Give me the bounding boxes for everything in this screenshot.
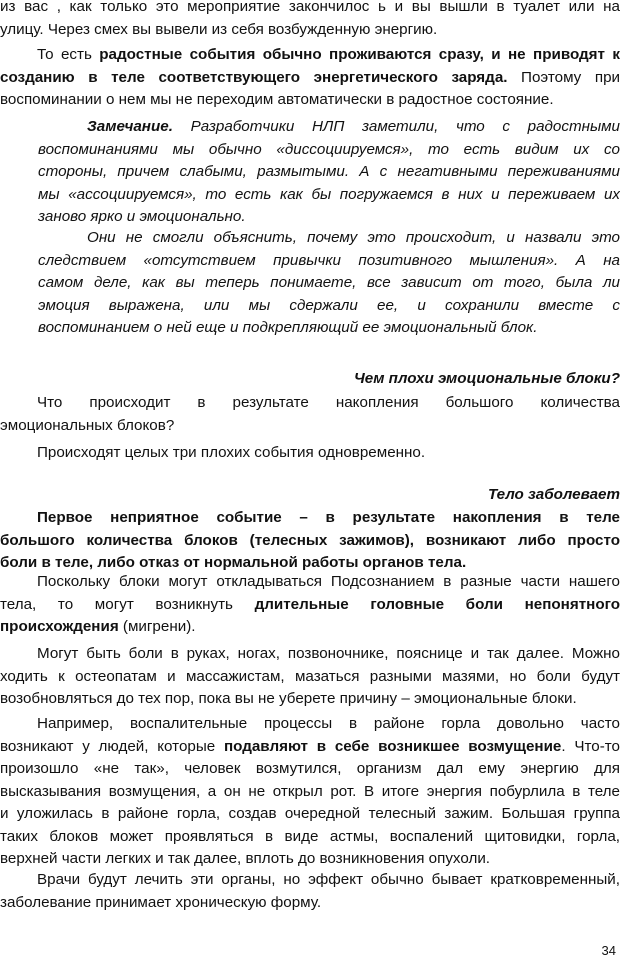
text-line: Могут быть боли в руках, ногах, позвоночнике, пояснице и так далее. Можно <box>37 645 620 662</box>
text-line: верхней части легких и так далее, вплоть до возникновения опухоли. <box>0 850 491 867</box>
text-line: Замечание. Разработчики НЛП заметили, что с радостными <box>87 118 620 135</box>
text-line: произошло «не так», человек возмутился, организм дал ему энергию для <box>0 760 620 777</box>
text-line: самом деле, как вы теперь понимаете, все зависит от того, была ли <box>38 274 620 291</box>
paragraph-8 <box>0 643 620 711</box>
text-line: тела, то могут возникнуть длительные головные боли непонятного <box>0 595 620 613</box>
text-line: Они не смогли объяснить, почему это происходит, и назвали это <box>87 229 620 246</box>
section-heading: Чем плохи эмоциональные блоки? <box>354 370 620 387</box>
text-line: боли в теле, либо отказ от нормальной работы органов тела. <box>0 554 467 571</box>
text-line: Поскольку блоки могут откладываться Подсознанием в разные части нашего <box>37 573 620 590</box>
text-line: Происходят целых три плохих события одновременно. <box>37 444 426 461</box>
text-line: Первое неприятное событие – в результате накопления в теле <box>37 509 620 526</box>
text-line: Врачи будут лечить эти органы, но эффект обычно бывает кратковременный, <box>37 871 620 888</box>
text-line: возобновляться до тех пор, пока вы не уберете причину – эмоциональные блоки. <box>0 690 577 707</box>
remark-paragraph <box>38 116 620 229</box>
text-line: таких блоков может проявляться в виде астмы, воспалений щитовидки, горла, <box>0 827 620 845</box>
text-line: мы «ассоциируемся», то есть как бы погружаемся в них и переживаем их <box>38 185 620 203</box>
text-line: следствием «отсутствием привычки позитивного мышления». А на <box>38 251 620 269</box>
text-line: ходить к остеопатам и массажистам, мазаться разными мазями, но боли будут <box>0 667 620 685</box>
text-line: возникают у людей, которые подавляют в себе возникшее возмущение. Что-то <box>0 737 620 755</box>
text-line: высказывания возмущения, а он не открыл рот. В итоге энергия побурлила в теле <box>0 782 620 800</box>
text-line: происхождения (мигрени). <box>0 618 196 635</box>
text-line: То есть радостные события обычно проживаются сразу, и не приводят к <box>37 46 620 63</box>
text-line: из вас , как только это мероприятие закончилос ь и вы вышли в туалет или на <box>0 0 620 15</box>
text-line: воспоминанием о ней еще и подкрепляющий ее эмоциональный блок. <box>38 319 538 336</box>
page-number: 34 <box>601 943 616 958</box>
paragraph-1 <box>0 44 620 112</box>
remark-paragraph-2 <box>38 227 620 340</box>
text-line: стороны, причем слабыми, размытыми. А с негативными переживаниями <box>38 163 620 180</box>
text-line: большого количества блоков (телесных зажимов), возникают либо просто <box>0 531 620 549</box>
paragraph-6 <box>0 507 620 575</box>
paragraph-9 <box>0 713 620 871</box>
text-line: улицу. Через смех вы вывели из себя возбужденную энергию. <box>0 20 438 38</box>
text-line: воспоминаниями мы обычно «диссоциируемся», то есть видим их со <box>38 140 620 158</box>
paragraph-10 <box>0 869 620 914</box>
text-line: и уложилась в районе горла, создав очередной телесный зажим. Большая группа <box>0 805 620 822</box>
text-line: эмоциональных блоков? <box>0 416 175 434</box>
text-line: созданию в теле соответствующего энергетического заряда. Поэтому при <box>0 68 620 86</box>
paragraph-5 <box>0 442 620 465</box>
text-line: Например, воспалительные процессы в районе горла довольно часто <box>37 715 620 732</box>
paragraph-7 <box>0 571 620 639</box>
text-line: заново ярко и эмоционально. <box>38 208 246 225</box>
text-line: Что происходит в результате накопления большого количества <box>37 394 620 411</box>
text-line: заболевание принимает хроническую форму. <box>0 893 322 911</box>
text-line: воспоминании о нем мы не переходим автоматически в радостное состояние. <box>0 91 554 108</box>
paragraph-4 <box>0 392 620 437</box>
text-line: эмоция выражена, или мы сдержали ее, и сохранили вместе с <box>38 296 620 314</box>
paragraph-0 <box>0 0 620 41</box>
section-heading-2: Тело заболевает <box>487 486 620 503</box>
